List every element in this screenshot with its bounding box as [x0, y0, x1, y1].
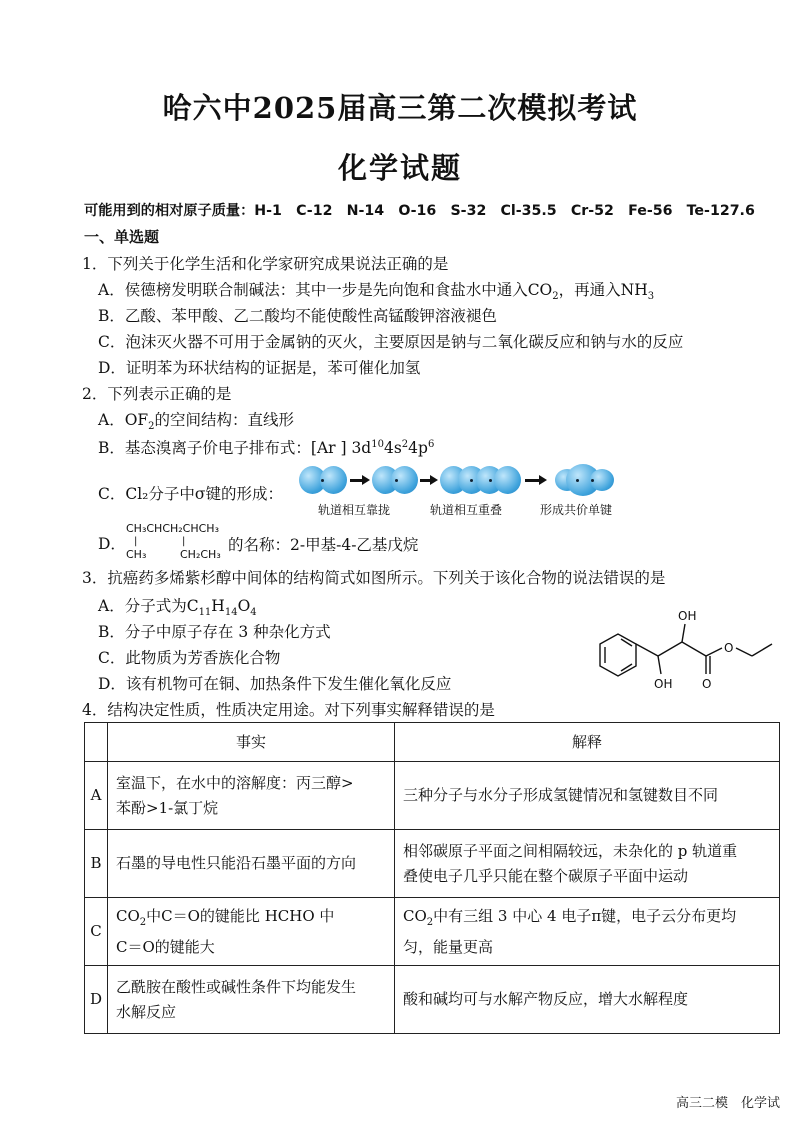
row-fact: 石墨的导电性只能沿石墨平面的方向 [108, 830, 395, 898]
table-row [85, 830, 780, 898]
q3-stem: 3．抗癌药多烯紫杉醇中间体的结构简式如图所示。下列关于该化合物的说法错误的是 [82, 569, 666, 587]
q2-option-c: C．Cl₂分子中σ键的形成： [98, 485, 283, 503]
table-header-fact: 事实 [108, 723, 395, 762]
nucleus-dot [591, 479, 594, 482]
table-header-row [85, 723, 780, 762]
row-explanation: 三种分子与水分子形成氢键情况和氢键数目不同 [395, 762, 780, 830]
q3-option-a: A．分子式为$C_{11}H_{14}O_4$ [98, 597, 257, 619]
q3-option-b: B．分子中原子存在 3 种杂化方式 [98, 623, 331, 641]
label-carbonyl-o: O [702, 677, 712, 691]
benzene-double-bond [621, 639, 632, 646]
page-footer: 高三二模 化学试 [675, 1096, 780, 1111]
exam-title: 哈六中2025届高三第二次模拟考试 [162, 91, 638, 125]
benzene-double-bond [621, 664, 632, 671]
q3-option-d: D．该有机物可在铜、加热条件下发生催化氧化反应 [98, 675, 452, 693]
nucleus-dot [576, 479, 579, 482]
q1-option-a: A．侯德榜发明联合制碱法：其中一步是先向饱和食盐水中通入$CO_2$，再通入$NH_3$ [98, 281, 655, 303]
struct-branch-bar: | [182, 536, 186, 547]
q3-option-c: C．此物质为芳香族化合物 [98, 649, 281, 667]
bond-line [658, 642, 682, 656]
row-label: C [85, 898, 108, 966]
table-row [85, 762, 780, 830]
section-heading: 一、单选题 [84, 228, 160, 246]
q1-option-d: D．证明苯为环状结构的证据是，苯可催化加氢 [98, 359, 421, 377]
bond-line [658, 656, 661, 674]
exam-subtitle: 化学试题 [337, 151, 462, 185]
q2-option-b: B．基态溴离子价电子排布式：[Ar ] $3d^{10}4s^24p^6$ [98, 438, 435, 457]
bond-line [736, 648, 752, 656]
q1-stem: 1．下列关于化学生活和化学家研究成果说法正确的是 [82, 255, 449, 273]
fact-explanation-table [84, 722, 780, 1034]
table-row [85, 898, 780, 966]
struct-ethyl: CH₂CH₃ [180, 548, 221, 561]
struct-branch-bar: | [134, 536, 138, 547]
label-oh-top: OH [678, 609, 697, 623]
q2-option-a: A．$OF_2$的空间结构：直线形 [98, 411, 295, 433]
row-fact: $CO_2$中C＝O的键能比 HCHO 中 C＝O的键能大 [108, 898, 395, 966]
nucleus-dot [489, 479, 492, 482]
orbital-lobe [494, 466, 521, 494]
caption-approach: 轨道相互靠拢 [318, 503, 391, 517]
arrow-icon [420, 479, 432, 482]
struct-main-chain: CH₃CHCH₂CHCH₃ [126, 522, 219, 535]
label-oh-bottom: OH [654, 677, 673, 691]
orbital-lobe [320, 466, 347, 494]
caption-overlap: 轨道相互重叠 [430, 503, 503, 517]
row-fact: 乙酰胺在酸性或碱性条件下均能发生 水解反应 [108, 966, 395, 1034]
row-explanation: 酸和碱均可与水解产物反应，增大水解程度 [395, 966, 780, 1034]
q2-stem: 2．下列表示正确的是 [82, 385, 232, 403]
bond-line [682, 624, 685, 642]
row-label: A [85, 762, 108, 830]
bond-line [636, 644, 658, 656]
arrow-icon [525, 479, 541, 482]
row-label: D [85, 966, 108, 1034]
struct-methyl: CH₃ [126, 548, 147, 561]
table-header-blank [85, 723, 108, 762]
q4-stem: 4．结构决定性质，性质决定用途。对下列事实解释错误的是 [82, 701, 495, 719]
arrow-icon [350, 479, 364, 482]
caption-single-bond: 形成共价单键 [540, 503, 613, 517]
nucleus-dot [395, 479, 398, 482]
molecule-structure [570, 604, 780, 696]
q1-option-c: C．泡沫灭火器不可用于金属钠的灭火，主要原因是钠与二氧化碳反应和钠与水的反应 [98, 333, 684, 351]
nucleus-dot [470, 479, 473, 482]
nucleus-dot [321, 479, 324, 482]
row-label: B [85, 830, 108, 898]
row-explanation: $CO_2$中有三组 3 中心 4 电子π键，电子云分布更均 匀，能量更高 [395, 898, 780, 966]
q2-option-d-label: D． [98, 535, 126, 553]
bond-line [682, 642, 706, 656]
q2-option-d-name: 的名称：2-甲基-4-乙基戊烷 [228, 536, 419, 554]
bond-line [752, 644, 772, 656]
label-ester-o: O [724, 641, 734, 655]
table-header-explanation: 解释 [395, 723, 780, 762]
bond-line [706, 648, 722, 656]
table-row [85, 966, 780, 1034]
row-explanation: 相邻碳原子平面之间相隔较远，未杂化的 p 轨道重 叠使电子几乎只能在整个碳原子平面中运动 [395, 830, 780, 898]
row-fact: 室温下，在水中的溶解度：丙三醇> 苯酚>1-氯丁烷 [108, 762, 395, 830]
atomic-mass-line: 可能用到的相对原子质量：H-1 C-12 N-14 O-16 S-32 Cl-35.5 Cr-52 Fe-56 Te-127.6 [84, 203, 755, 219]
q1-option-b: B．乙酸、苯甲酸、乙二酸均不能使酸性高锰酸钾溶液褪色 [98, 307, 497, 325]
